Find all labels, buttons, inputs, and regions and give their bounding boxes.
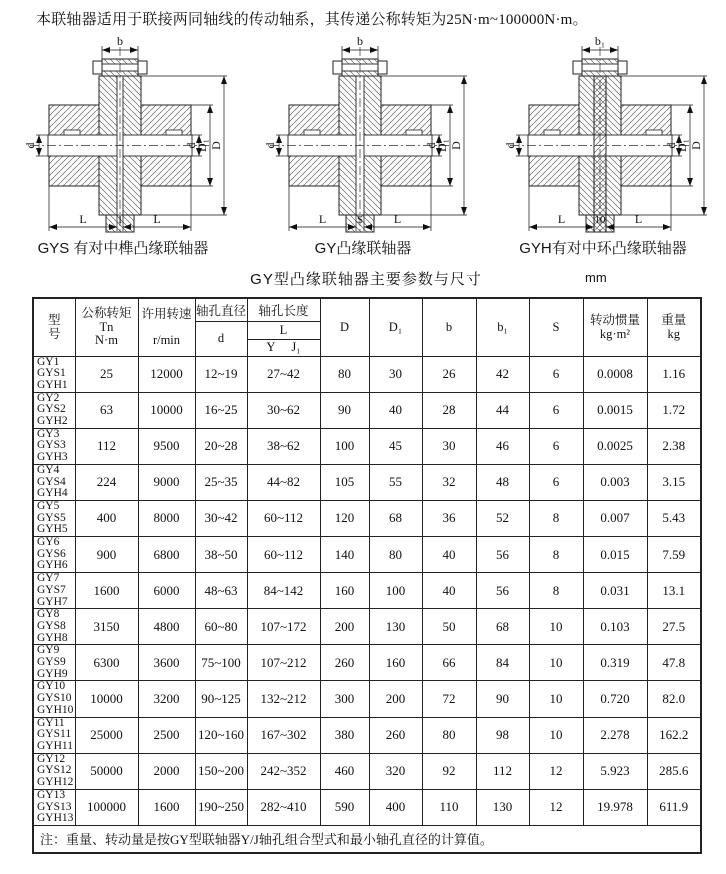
cell-b1: 90 — [476, 681, 529, 717]
svg-text:D₁: D₁ — [675, 139, 689, 152]
cell-S: 10 — [529, 609, 583, 645]
cell-inertia: 0.0015 — [583, 392, 647, 428]
cell-b1: 44 — [476, 392, 529, 428]
cell-b: 26 — [422, 356, 476, 392]
drawing-caption: GYS 有对中榫凸缘联轴器 — [37, 240, 209, 257]
cell-torque: 3150 — [75, 609, 138, 645]
cell-weight: 47.8 — [647, 645, 701, 681]
header-bore-length-types: Y J₁ — [247, 339, 320, 356]
cell-D: 590 — [320, 789, 369, 825]
cell-inertia: 0.007 — [583, 500, 647, 536]
cell-torque: 400 — [75, 500, 138, 536]
cell-model: GY11 GYS11 GYH11 — [33, 717, 75, 753]
table-title: GY型凸缘联轴器主要参数与尺寸 — [250, 271, 482, 288]
drawing-caption: GYH有对中环凸缘联轴器 — [519, 240, 687, 257]
table-row — [33, 428, 701, 464]
cell-bore-diameter: 30~42 — [195, 500, 247, 536]
svg-text:D₁: D₁ — [435, 139, 449, 152]
cell-D: 260 — [320, 645, 369, 681]
cell-weight: 3.15 — [647, 464, 701, 500]
header-speed: 许用转速 r/min — [138, 298, 195, 356]
cell-b: 40 — [422, 573, 476, 609]
cell-weight: 162.2 — [647, 717, 701, 753]
parameters-table — [32, 297, 702, 854]
cell-bore-length: 84~142 — [247, 573, 320, 609]
svg-text:d: d — [23, 142, 37, 149]
cell-model: GY2 GYS2 GYH2 — [33, 392, 75, 428]
cell-model: GY5 GYS5 GYH5 — [33, 500, 75, 536]
cell-b1: 98 — [476, 717, 529, 753]
cell-speed: 2000 — [138, 753, 195, 789]
cell-inertia: 0.031 — [583, 573, 647, 609]
cell-speed: 3200 — [138, 681, 195, 717]
cell-weight: 611.9 — [647, 789, 701, 825]
cell-D1: 400 — [369, 789, 422, 825]
svg-text:d: d — [424, 142, 438, 149]
cell-S: 6 — [529, 392, 583, 428]
cell-b: 66 — [422, 645, 476, 681]
cell-bore-diameter: 20~28 — [195, 428, 247, 464]
cell-inertia: 2.278 — [583, 717, 647, 753]
cell-speed: 3600 — [138, 645, 195, 681]
header-bore-length: 轴孔长度 — [247, 298, 320, 321]
cell-torque: 112 — [75, 428, 138, 464]
cell-bore-length: 60~112 — [247, 537, 320, 573]
cell-bore-length: 44~82 — [247, 464, 320, 500]
table-row — [33, 645, 701, 681]
cell-weight: 5.43 — [647, 500, 701, 536]
cell-b1: 42 — [476, 356, 529, 392]
cell-S: 6 — [529, 464, 583, 500]
intro-text: 本联轴器适用于联接两同轴线的传动轴系，其传递公称转矩为25N·m~100000N·m。 — [36, 12, 588, 28]
svg-text:D₁: D₁ — [195, 139, 209, 152]
cell-bore-length: 282~410 — [247, 789, 320, 825]
svg-text:d: d — [503, 142, 517, 149]
cell-D1: 68 — [369, 500, 422, 536]
cell-inertia: 0.003 — [583, 464, 647, 500]
cell-weight: 82.0 — [647, 681, 701, 717]
cell-S: 6 — [529, 356, 583, 392]
cell-speed: 4800 — [138, 609, 195, 645]
cell-inertia: 0.015 — [583, 537, 647, 573]
cell-bore-length: 167~302 — [247, 717, 320, 753]
drawings-row — [0, 29, 726, 258]
cell-bore-length: 30~62 — [247, 392, 320, 428]
cell-torque: 100000 — [75, 789, 138, 825]
cell-b: 40 — [422, 537, 476, 573]
drawing-caption: GY凸缘联轴器 — [314, 240, 412, 257]
svg-text:L: L — [634, 212, 643, 226]
table-row — [33, 717, 701, 753]
cell-bore-diameter: 38~50 — [195, 537, 247, 573]
cell-model: GY4 GYS4 GYH4 — [33, 464, 75, 500]
cell-D1: 80 — [369, 537, 422, 573]
cell-inertia: 0.103 — [583, 609, 647, 645]
cell-b1: 130 — [476, 789, 529, 825]
header-inertia: 转动惯量 kg·m² — [583, 298, 647, 356]
cell-model: GY9 GYS9 GYH9 — [33, 645, 75, 681]
cell-model: GY8 GYS8 GYH8 — [33, 609, 75, 645]
svg-text:d: d — [664, 142, 678, 149]
cell-D: 80 — [320, 356, 369, 392]
cell-inertia: 0.0025 — [583, 428, 647, 464]
cell-weight: 7.59 — [647, 537, 701, 573]
cell-D1: 160 — [369, 645, 422, 681]
cell-S: 12 — [529, 789, 583, 825]
drawing-gys — [4, 33, 242, 258]
cell-D: 105 — [320, 464, 369, 500]
coupling-cross-section-gys — [6, 33, 240, 237]
cell-b1: 84 — [476, 645, 529, 681]
cell-D: 120 — [320, 500, 369, 536]
header-bore-length-symbol: L — [247, 321, 320, 339]
cell-weight: 1.16 — [647, 356, 701, 392]
svg-text:d: d — [184, 142, 198, 149]
table-header — [33, 298, 701, 356]
cell-D: 90 — [320, 392, 369, 428]
svg-text:D: D — [209, 141, 223, 150]
cell-bore-length: 132~212 — [247, 681, 320, 717]
table-body — [33, 356, 701, 825]
cell-bore-diameter: 48~63 — [195, 573, 247, 609]
cell-bore-diameter: 75~100 — [195, 645, 247, 681]
svg-text:b: b — [357, 34, 363, 48]
svg-text:L: L — [393, 212, 402, 226]
cell-bore-diameter: 120~160 — [195, 717, 247, 753]
cell-b1: 68 — [476, 609, 529, 645]
table-row — [33, 537, 701, 573]
cell-bore-diameter: 12~19 — [195, 356, 247, 392]
cell-model: GY3 GYS3 GYH3 — [33, 428, 75, 464]
cell-speed: 10000 — [138, 392, 195, 428]
cell-weight: 285.6 — [647, 753, 701, 789]
header-S: S — [529, 298, 583, 356]
cell-weight: 2.38 — [647, 428, 701, 464]
cell-speed: 8000 — [138, 500, 195, 536]
cell-bore-length: 107~172 — [247, 609, 320, 645]
cell-speed: 9500 — [138, 428, 195, 464]
cell-b1: 46 — [476, 428, 529, 464]
cell-bore-length: 27~42 — [247, 356, 320, 392]
cell-b: 92 — [422, 753, 476, 789]
unit-label: mm — [585, 270, 607, 285]
table-row — [33, 464, 701, 500]
drawing-gyh — [484, 33, 722, 258]
cell-b1: 48 — [476, 464, 529, 500]
cell-inertia: 19.978 — [583, 789, 647, 825]
cell-model: GY1 GYS1 GYH1 — [33, 356, 75, 392]
svg-text:b₁: b₁ — [594, 34, 606, 48]
cell-model: GY10 GYS10 GYH10 — [33, 681, 75, 717]
svg-text:10: 10 — [594, 214, 606, 226]
cell-D1: 45 — [369, 428, 422, 464]
cell-S: 10 — [529, 681, 583, 717]
cell-bore-diameter: 60~80 — [195, 609, 247, 645]
cell-inertia: 0.720 — [583, 681, 647, 717]
cell-speed: 6800 — [138, 537, 195, 573]
cell-bore-length: 60~112 — [247, 500, 320, 536]
cell-speed: 6000 — [138, 573, 195, 609]
cell-b: 80 — [422, 717, 476, 753]
cell-weight: 27.5 — [647, 609, 701, 645]
cell-D1: 130 — [369, 609, 422, 645]
note-row — [33, 825, 701, 853]
cell-b: 30 — [422, 428, 476, 464]
cell-bore-diameter: 16~25 — [195, 392, 247, 428]
cell-torque: 1600 — [75, 573, 138, 609]
svg-text:L: L — [153, 212, 161, 226]
cell-S: 8 — [529, 537, 583, 573]
table-row — [33, 392, 701, 428]
svg-text:1: 1 — [117, 214, 123, 226]
cell-D: 460 — [320, 753, 369, 789]
svg-text:S: S — [356, 214, 364, 226]
svg-text:d: d — [263, 142, 277, 149]
cell-model: GY6 GYS6 GYH6 — [33, 537, 75, 573]
cell-D1: 200 — [369, 681, 422, 717]
drawing-gy — [244, 33, 482, 258]
cell-torque: 900 — [75, 537, 138, 573]
header-model: 型 号 — [33, 298, 75, 356]
cell-speed: 2500 — [138, 717, 195, 753]
cell-b1: 112 — [476, 753, 529, 789]
cell-D: 300 — [320, 681, 369, 717]
cell-S: 10 — [529, 717, 583, 753]
cell-b1: 56 — [476, 573, 529, 609]
cell-D: 160 — [320, 573, 369, 609]
table-title-row — [32, 268, 700, 289]
table-row — [33, 789, 701, 825]
header-torque: 公称转矩 Tn N·m — [75, 298, 138, 356]
header-b1: b₁ — [476, 298, 529, 356]
cell-D: 200 — [320, 609, 369, 645]
svg-text:D: D — [449, 141, 463, 150]
table-row — [33, 500, 701, 536]
cell-inertia: 0.0008 — [583, 356, 647, 392]
table-row — [33, 753, 701, 789]
cell-bore-diameter: 190~250 — [195, 789, 247, 825]
cell-S: 12 — [529, 753, 583, 789]
cell-model: GY12 GYS12 GYH12 — [33, 753, 75, 789]
cell-bore-diameter: 25~35 — [195, 464, 247, 500]
cell-torque: 6300 — [75, 645, 138, 681]
cell-bore-length: 107~212 — [247, 645, 320, 681]
table-row — [33, 573, 701, 609]
cell-D1: 260 — [369, 717, 422, 753]
cell-speed: 1600 — [138, 789, 195, 825]
cell-D1: 320 — [369, 753, 422, 789]
cell-model: GY13 GYS13 GYH13 — [33, 789, 75, 825]
cell-S: 8 — [529, 573, 583, 609]
cell-inertia: 5.923 — [583, 753, 647, 789]
table-note: 注：重量、转动量是按GY型联轴器Y/J轴孔组合型式和最小轴孔直径的计算值。 — [33, 825, 701, 853]
cell-torque: 10000 — [75, 681, 138, 717]
cell-torque: 224 — [75, 464, 138, 500]
table-row — [33, 681, 701, 717]
table-row — [33, 356, 701, 392]
header-D: D — [320, 298, 369, 356]
cell-S: 10 — [529, 645, 583, 681]
cell-D: 100 — [320, 428, 369, 464]
svg-text:D: D — [689, 141, 703, 150]
header-b: b — [422, 298, 476, 356]
cell-inertia: 0.319 — [583, 645, 647, 681]
cell-bore-diameter: 150~200 — [195, 753, 247, 789]
cell-speed: 9000 — [138, 464, 195, 500]
coupling-cross-section-gy — [246, 33, 480, 237]
cell-D: 380 — [320, 717, 369, 753]
cell-torque: 50000 — [75, 753, 138, 789]
cell-weight: 1.72 — [647, 392, 701, 428]
cell-D1: 40 — [369, 392, 422, 428]
cell-b: 50 — [422, 609, 476, 645]
cell-b1: 56 — [476, 537, 529, 573]
cell-torque: 63 — [75, 392, 138, 428]
svg-text:L: L — [79, 212, 87, 226]
cell-D1: 30 — [369, 356, 422, 392]
coupling-cross-section-gyh — [486, 33, 720, 237]
cell-weight: 13.1 — [647, 573, 701, 609]
cell-b: 110 — [422, 789, 476, 825]
header-bore-diameter-symbol: d — [195, 321, 247, 356]
cell-S: 6 — [529, 428, 583, 464]
cell-bore-length: 242~352 — [247, 753, 320, 789]
cell-speed: 12000 — [138, 356, 195, 392]
header-D1: D₁ — [369, 298, 422, 356]
cell-b: 72 — [422, 681, 476, 717]
cell-D1: 100 — [369, 573, 422, 609]
page — [0, 8, 726, 874]
cell-torque: 25 — [75, 356, 138, 392]
table-row — [33, 609, 701, 645]
cell-b: 36 — [422, 500, 476, 536]
cell-bore-length: 38~62 — [247, 428, 320, 464]
cell-D: 140 — [320, 537, 369, 573]
header-weight: 重量 kg — [647, 298, 701, 356]
cell-model: GY7 GYS7 GYH7 — [33, 573, 75, 609]
svg-text:b: b — [117, 34, 123, 48]
header-bore-diameter: 轴孔直径 — [195, 298, 247, 321]
cell-b1: 52 — [476, 500, 529, 536]
cell-b: 28 — [422, 392, 476, 428]
svg-text:L: L — [557, 212, 566, 226]
cell-D1: 55 — [369, 464, 422, 500]
svg-text:L: L — [318, 212, 327, 226]
cell-torque: 25000 — [75, 717, 138, 753]
cell-b: 32 — [422, 464, 476, 500]
cell-S: 8 — [529, 500, 583, 536]
cell-bore-diameter: 90~125 — [195, 681, 247, 717]
